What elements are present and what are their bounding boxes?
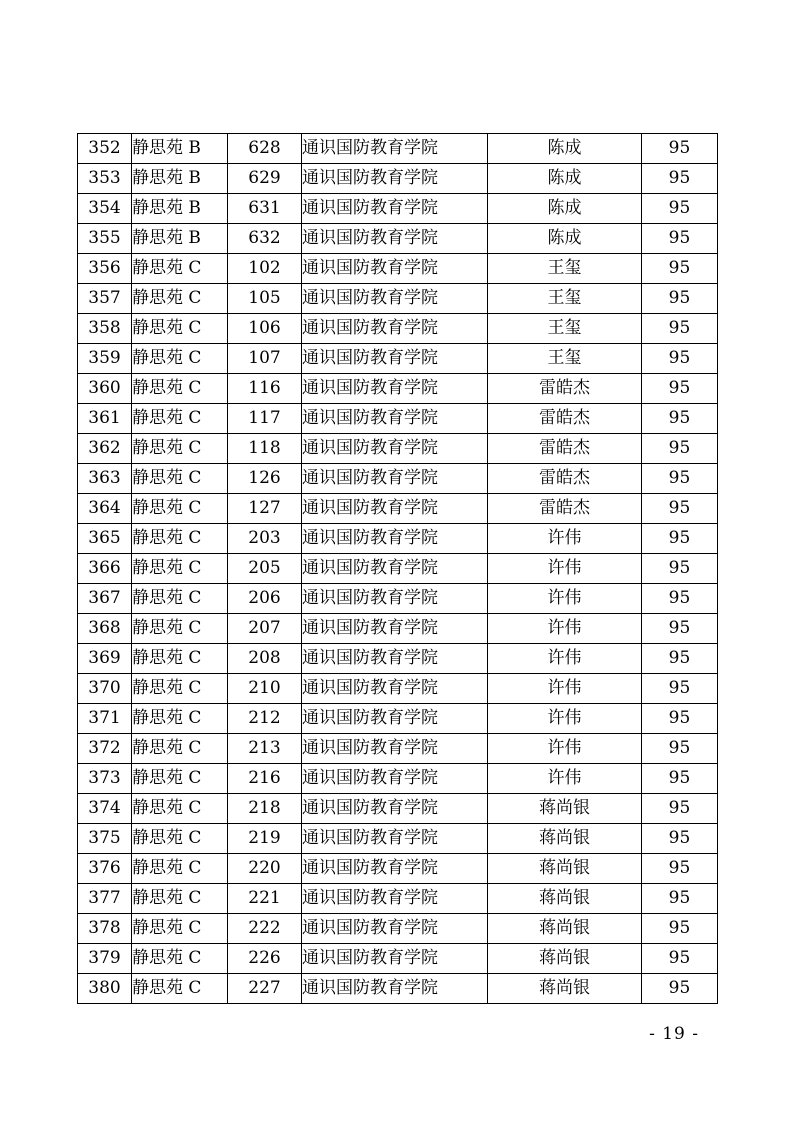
serial-number-cell: 374 <box>78 794 132 824</box>
table-row <box>78 794 718 824</box>
building-cell: 静思苑 B <box>132 164 228 194</box>
responsible-person-cell: 雷皓杰 <box>488 494 642 524</box>
college-cell: 通识国防教育学院 <box>302 254 488 284</box>
responsible-person-cell: 蒋尚银 <box>488 824 642 854</box>
serial-number-cell: 369 <box>78 644 132 674</box>
room-number-cell: 213 <box>228 734 302 764</box>
table-row <box>78 974 718 1004</box>
score-cell: 95 <box>642 464 718 494</box>
score-cell: 95 <box>642 194 718 224</box>
score-cell: 95 <box>642 224 718 254</box>
score-cell: 95 <box>642 704 718 734</box>
building-cell: 静思苑 C <box>132 824 228 854</box>
room-number-cell: 218 <box>228 794 302 824</box>
serial-number-cell: 355 <box>78 224 132 254</box>
score-cell: 95 <box>642 524 718 554</box>
responsible-person-cell: 雷皓杰 <box>488 434 642 464</box>
responsible-person-cell: 雷皓杰 <box>488 374 642 404</box>
serial-number-cell: 354 <box>78 194 132 224</box>
score-cell: 95 <box>642 824 718 854</box>
college-cell: 通识国防教育学院 <box>302 344 488 374</box>
table-row <box>78 434 718 464</box>
building-cell: 静思苑 C <box>132 554 228 584</box>
responsible-person-cell: 许伟 <box>488 554 642 584</box>
table-row <box>78 494 718 524</box>
building-cell: 静思苑 C <box>132 314 228 344</box>
table-row <box>78 644 718 674</box>
score-cell: 95 <box>642 674 718 704</box>
college-cell: 通识国防教育学院 <box>302 914 488 944</box>
score-cell: 95 <box>642 734 718 764</box>
responsible-person-cell: 雷皓杰 <box>488 464 642 494</box>
building-cell: 静思苑 C <box>132 674 228 704</box>
table-row <box>78 884 718 914</box>
responsible-person-cell: 蒋尚银 <box>488 794 642 824</box>
score-cell: 95 <box>642 884 718 914</box>
table-row <box>78 224 718 254</box>
room-number-cell: 208 <box>228 644 302 674</box>
serial-number-cell: 362 <box>78 434 132 464</box>
responsible-person-cell: 陈成 <box>488 194 642 224</box>
responsible-person-cell: 许伟 <box>488 734 642 764</box>
building-cell: 静思苑 C <box>132 344 228 374</box>
score-cell: 95 <box>642 284 718 314</box>
table-row <box>78 404 718 434</box>
responsible-person-cell: 王玺 <box>488 284 642 314</box>
score-cell: 95 <box>642 614 718 644</box>
college-cell: 通识国防教育学院 <box>302 374 488 404</box>
building-cell: 静思苑 C <box>132 854 228 884</box>
building-cell: 静思苑 C <box>132 434 228 464</box>
responsible-person-cell: 陈成 <box>488 224 642 254</box>
serial-number-cell: 356 <box>78 254 132 284</box>
building-cell: 静思苑 C <box>132 374 228 404</box>
college-cell: 通识国防教育学院 <box>302 284 488 314</box>
table-row <box>78 914 718 944</box>
serial-number-cell: 376 <box>78 854 132 884</box>
room-number-cell: 221 <box>228 884 302 914</box>
college-cell: 通识国防教育学院 <box>302 794 488 824</box>
building-cell: 静思苑 C <box>132 284 228 314</box>
room-number-cell: 206 <box>228 584 302 614</box>
responsible-person-cell: 王玺 <box>488 254 642 284</box>
room-number-cell: 117 <box>228 404 302 434</box>
room-number-cell: 222 <box>228 914 302 944</box>
room-number-cell: 227 <box>228 974 302 1004</box>
table-row <box>78 164 718 194</box>
table-row <box>78 944 718 974</box>
responsible-person-cell: 蒋尚银 <box>488 884 642 914</box>
serial-number-cell: 365 <box>78 524 132 554</box>
responsible-person-cell: 许伟 <box>488 644 642 674</box>
building-cell: 静思苑 C <box>132 914 228 944</box>
serial-number-cell: 372 <box>78 734 132 764</box>
serial-number-cell: 375 <box>78 824 132 854</box>
room-number-cell: 105 <box>228 284 302 314</box>
building-cell: 静思苑 C <box>132 944 228 974</box>
responsible-person-cell: 蒋尚银 <box>488 944 642 974</box>
dormitory-score-table <box>77 133 718 1004</box>
room-number-cell: 226 <box>228 944 302 974</box>
table-row <box>78 374 718 404</box>
table-row <box>78 734 718 764</box>
score-cell: 95 <box>642 374 718 404</box>
table-row <box>78 254 718 284</box>
serial-number-cell: 378 <box>78 914 132 944</box>
room-number-cell: 106 <box>228 314 302 344</box>
responsible-person-cell: 许伟 <box>488 584 642 614</box>
room-number-cell: 220 <box>228 854 302 884</box>
responsible-person-cell: 雷皓杰 <box>488 404 642 434</box>
serial-number-cell: 357 <box>78 284 132 314</box>
serial-number-cell: 364 <box>78 494 132 524</box>
college-cell: 通识国防教育学院 <box>302 434 488 464</box>
responsible-person-cell: 王玺 <box>488 314 642 344</box>
serial-number-cell: 360 <box>78 374 132 404</box>
score-cell: 95 <box>642 164 718 194</box>
building-cell: 静思苑 C <box>132 464 228 494</box>
building-cell: 静思苑 C <box>132 494 228 524</box>
score-cell: 95 <box>642 764 718 794</box>
score-cell: 95 <box>642 554 718 584</box>
room-number-cell: 127 <box>228 494 302 524</box>
score-cell: 95 <box>642 944 718 974</box>
table-row <box>78 674 718 704</box>
table-row <box>78 134 718 164</box>
serial-number-cell: 358 <box>78 314 132 344</box>
college-cell: 通识国防教育学院 <box>302 854 488 884</box>
score-cell: 95 <box>642 434 718 464</box>
table-row <box>78 524 718 554</box>
table-row <box>78 614 718 644</box>
score-cell: 95 <box>642 314 718 344</box>
building-cell: 静思苑 B <box>132 224 228 254</box>
table-row <box>78 824 718 854</box>
score-cell: 95 <box>642 914 718 944</box>
table-row <box>78 704 718 734</box>
room-number-cell: 116 <box>228 374 302 404</box>
building-cell: 静思苑 C <box>132 974 228 1004</box>
serial-number-cell: 373 <box>78 764 132 794</box>
college-cell: 通识国防教育学院 <box>302 734 488 764</box>
building-cell: 静思苑 B <box>132 134 228 164</box>
room-number-cell: 628 <box>228 134 302 164</box>
college-cell: 通识国防教育学院 <box>302 554 488 584</box>
responsible-person-cell: 许伟 <box>488 674 642 704</box>
building-cell: 静思苑 C <box>132 644 228 674</box>
college-cell: 通识国防教育学院 <box>302 494 488 524</box>
score-cell: 95 <box>642 854 718 884</box>
room-number-cell: 205 <box>228 554 302 584</box>
building-cell: 静思苑 C <box>132 254 228 284</box>
college-cell: 通识国防教育学院 <box>302 584 488 614</box>
responsible-person-cell: 陈成 <box>488 134 642 164</box>
room-number-cell: 126 <box>228 464 302 494</box>
college-cell: 通识国防教育学院 <box>302 314 488 344</box>
responsible-person-cell: 蒋尚银 <box>488 854 642 884</box>
table-body <box>78 134 718 1004</box>
responsible-person-cell: 王玺 <box>488 344 642 374</box>
room-number-cell: 219 <box>228 824 302 854</box>
responsible-person-cell: 许伟 <box>488 764 642 794</box>
table-row <box>78 284 718 314</box>
serial-number-cell: 380 <box>78 974 132 1004</box>
room-number-cell: 629 <box>228 164 302 194</box>
college-cell: 通识国防教育学院 <box>302 404 488 434</box>
college-cell: 通识国防教育学院 <box>302 614 488 644</box>
score-cell: 95 <box>642 644 718 674</box>
serial-number-cell: 368 <box>78 614 132 644</box>
score-cell: 95 <box>642 254 718 284</box>
serial-number-cell: 359 <box>78 344 132 374</box>
responsible-person-cell: 蒋尚银 <box>488 974 642 1004</box>
building-cell: 静思苑 C <box>132 794 228 824</box>
serial-number-cell: 363 <box>78 464 132 494</box>
college-cell: 通识国防教育学院 <box>302 644 488 674</box>
building-cell: 静思苑 C <box>132 734 228 764</box>
responsible-person-cell: 许伟 <box>488 614 642 644</box>
table-row <box>78 194 718 224</box>
college-cell: 通识国防教育学院 <box>302 674 488 704</box>
building-cell: 静思苑 C <box>132 704 228 734</box>
serial-number-cell: 370 <box>78 674 132 704</box>
college-cell: 通识国防教育学院 <box>302 764 488 794</box>
college-cell: 通识国防教育学院 <box>302 134 488 164</box>
responsible-person-cell: 陈成 <box>488 164 642 194</box>
serial-number-cell: 367 <box>78 584 132 614</box>
table-row <box>78 554 718 584</box>
building-cell: 静思苑 C <box>132 524 228 554</box>
table-row <box>78 764 718 794</box>
serial-number-cell: 371 <box>78 704 132 734</box>
responsible-person-cell: 许伟 <box>488 704 642 734</box>
table-row <box>78 584 718 614</box>
score-cell: 95 <box>642 344 718 374</box>
room-number-cell: 203 <box>228 524 302 554</box>
college-cell: 通识国防教育学院 <box>302 824 488 854</box>
college-cell: 通识国防教育学院 <box>302 944 488 974</box>
score-cell: 95 <box>642 494 718 524</box>
room-number-cell: 207 <box>228 614 302 644</box>
college-cell: 通识国防教育学院 <box>302 974 488 1004</box>
room-number-cell: 102 <box>228 254 302 284</box>
table-row <box>78 854 718 884</box>
table-row <box>78 344 718 374</box>
serial-number-cell: 361 <box>78 404 132 434</box>
table-row <box>78 314 718 344</box>
room-number-cell: 210 <box>228 674 302 704</box>
score-cell: 95 <box>642 134 718 164</box>
room-number-cell: 631 <box>228 194 302 224</box>
serial-number-cell: 353 <box>78 164 132 194</box>
room-number-cell: 216 <box>228 764 302 794</box>
page-number: - 19 - <box>649 1024 699 1044</box>
building-cell: 静思苑 C <box>132 584 228 614</box>
score-cell: 95 <box>642 584 718 614</box>
college-cell: 通识国防教育学院 <box>302 704 488 734</box>
building-cell: 静思苑 C <box>132 614 228 644</box>
room-number-cell: 118 <box>228 434 302 464</box>
serial-number-cell: 366 <box>78 554 132 584</box>
college-cell: 通识国防教育学院 <box>302 224 488 254</box>
building-cell: 静思苑 B <box>132 194 228 224</box>
college-cell: 通识国防教育学院 <box>302 524 488 554</box>
building-cell: 静思苑 C <box>132 404 228 434</box>
responsible-person-cell: 许伟 <box>488 524 642 554</box>
room-number-cell: 212 <box>228 704 302 734</box>
college-cell: 通识国防教育学院 <box>302 164 488 194</box>
serial-number-cell: 379 <box>78 944 132 974</box>
table-row <box>78 464 718 494</box>
room-number-cell: 632 <box>228 224 302 254</box>
score-cell: 95 <box>642 404 718 434</box>
building-cell: 静思苑 C <box>132 764 228 794</box>
college-cell: 通识国防教育学院 <box>302 194 488 224</box>
building-cell: 静思苑 C <box>132 884 228 914</box>
score-cell: 95 <box>642 794 718 824</box>
college-cell: 通识国防教育学院 <box>302 884 488 914</box>
serial-number-cell: 352 <box>78 134 132 164</box>
responsible-person-cell: 蒋尚银 <box>488 914 642 944</box>
room-number-cell: 107 <box>228 344 302 374</box>
score-cell: 95 <box>642 974 718 1004</box>
college-cell: 通识国防教育学院 <box>302 464 488 494</box>
serial-number-cell: 377 <box>78 884 132 914</box>
